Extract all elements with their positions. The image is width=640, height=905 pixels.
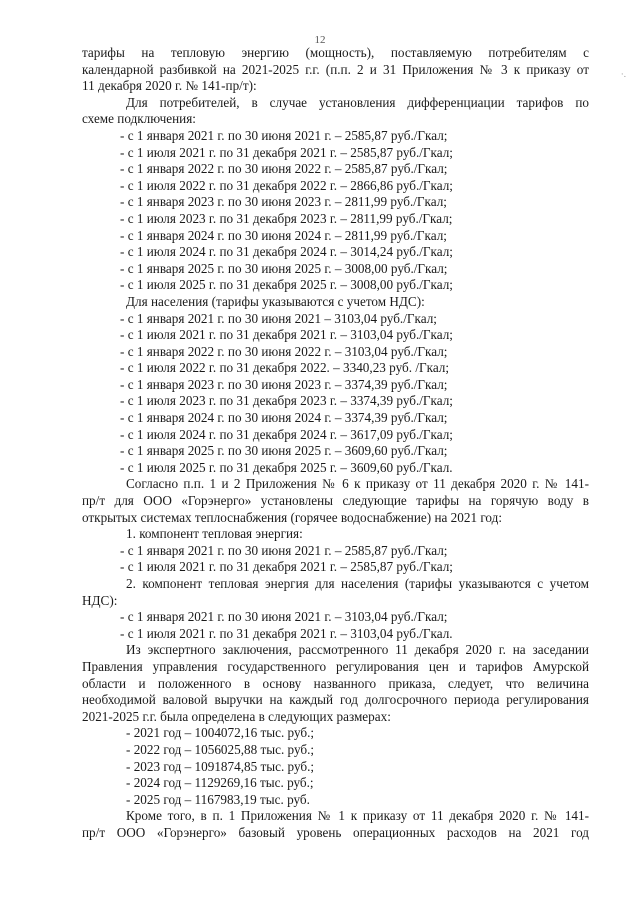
text-line: Правления управления государственного регулирования цен и тарифов Амурской [82,658,589,674]
text-line: Кроме того, в п. 1 Приложения № 1 к приказу от 11 декабря 2020 г. № 141- [126,808,589,824]
text-line: - с 1 января 2023 г. по 30 июня 2023 г. – 3374,39 руб./Гкал; [120,376,448,392]
text-line: - с 1 января 2024 г. по 30 июня 2024 г. – 3374,39 руб./Гкал; [120,410,448,426]
text-line: - с 1 июля 2024 г. по 31 декабря 2024 г. – 3617,09 руб./Гкал; [120,426,453,442]
text-line: - с 1 июля 2025 г. по 31 декабря 2025 г. – 3008,00 руб./Гкал; [120,277,453,293]
scan-mark: ·. [620,69,626,79]
text-line: НДС): [82,592,118,608]
text-line: - с 1 января 2021 г. по 30 июня 2021 – 3103,04 руб./Гкал; [120,310,437,326]
text-line: - 2021 год – 1004072,16 тыс. руб.; [126,725,315,741]
text-line: открытых системах теплоснабжения (горячее водоснабжение) на 2021 год: [82,509,503,525]
text-line: - с 1 января 2022 г. по 30 июня 2022 г. – 2585,87 руб./Гкал; [120,161,448,177]
text-line: - 2022 год – 1056025,88 тыс. руб.; [126,741,315,757]
text-line: пр/т для ООО «Горэнерго» установлены следующие тарифы на горячую воду в [82,493,589,509]
text-line: Согласно п.п. 1 и 2 Приложения № 6 к приказу от 11 декабря 2020 г. № 141- [126,476,589,492]
text-line: - 2025 год – 1167983,19 тыс. руб. [126,791,310,807]
document-body [82,45,589,842]
text-line: - с 1 января 2025 г. по 30 июня 2025 г. – 3609,60 руб./Гкал; [120,443,448,459]
text-line: - с 1 июля 2022 г. по 31 декабря 2022 г. – 2866,86 руб./Гкал; [120,177,453,193]
text-line: - с 1 июля 2021 г. по 31 декабря 2021 г. – 2585,87 руб./Гкал; [120,559,453,575]
text-line: схеме подключения: [82,111,196,127]
page-number: 12 [314,34,326,46]
text-line: необходимой валовой выручки на каждый год долгосрочного периода регулирования [82,692,589,708]
text-line: - с 1 января 2021 г. по 30 июня 2021 г. – 2585,87 руб./Гкал; [120,542,448,558]
text-line: календарной разбивкой на 2021-2025 г.г. (п.п. 2 и 31 Приложения № 3 к приказу от [82,61,589,77]
text-line: - с 1 июля 2024 г. по 31 декабря 2024 г. – 3014,24 руб./Гкал; [120,244,453,260]
text-line: тарифы на тепловую энергию (мощность), поставляемую потребителям с [82,45,589,60]
text-line: 11 декабря 2020 г. № 141-пр/т): [82,78,257,94]
text-line: - с 1 июля 2021 г. по 31 декабря 2021 г. – 3103,04 руб./Гкал. [120,625,453,641]
text-line: Для населения (тарифы указываются с учетом НДС): [126,293,425,309]
text-line: области и положенного в основу названного приказа, следует, что величина [82,675,589,691]
text-line: - с 1 июля 2023 г. по 31 декабря 2023 г. – 3374,39 руб./Гкал; [120,393,453,409]
text-line: - с 1 января 2023 г. по 30 июня 2023 г. – 2811,99 руб./Гкал; [120,194,447,210]
text-line: - с 1 июля 2021 г. по 31 декабря 2021 г. – 3103,04 руб./Гкал; [120,327,453,343]
text-line: 1. компонент тепловая энергия: [126,526,303,542]
text-line: 2. компонент тепловая энергия для населения (тарифы указываются с учетом [126,576,589,591]
text-line: пр/т ООО «Горэнерго» базовый уровень операционных расходов на 2021 год [82,824,589,840]
text-line: Для потребителей, в случае установления дифференциации тарифов по [126,94,589,110]
text-line: Из экспертного заключения, рассмотренного 11 декабря 2020 г. на заседании [126,642,589,658]
text-line: - 2024 год – 1129269,16 тыс. руб.; [126,775,314,791]
text-line: - с 1 июля 2022 г. по 31 декабря 2022. – 3340,23 руб. /Гкал; [120,360,450,376]
text-line: - с 1 июля 2021 г. по 31 декабря 2021 г. – 2585,87 руб./Гкал; [120,144,453,160]
text-line: 2021-2025 г.г. была определена в следующих размерах: [82,708,391,724]
text-line: - с 1 января 2022 г. по 30 июня 2022 г. – 3103,04 руб./Гкал; [120,343,448,359]
text-line: - с 1 января 2021 г. по 30 июня 2021 г. – 2585,87 руб./Гкал; [120,127,448,143]
text-line: - с 1 января 2025 г. по 30 июня 2025 г. – 3008,00 руб./Гкал; [120,260,448,276]
text-line: - с 1 января 2021 г. по 30 июня 2021 г. – 3103,04 руб./Гкал; [120,609,448,625]
text-line: - с 1 июля 2025 г. по 31 декабря 2025 г. – 3609,60 руб./Гкал. [120,459,453,475]
text-line: - 2023 год – 1091874,85 тыс. руб.; [126,758,315,774]
text-line: - с 1 июля 2023 г. по 31 декабря 2023 г. – 2811,99 руб./Гкал; [120,210,453,226]
text-line: - с 1 января 2024 г. по 30 июня 2024 г. – 2811,99 руб./Гкал; [120,227,447,243]
